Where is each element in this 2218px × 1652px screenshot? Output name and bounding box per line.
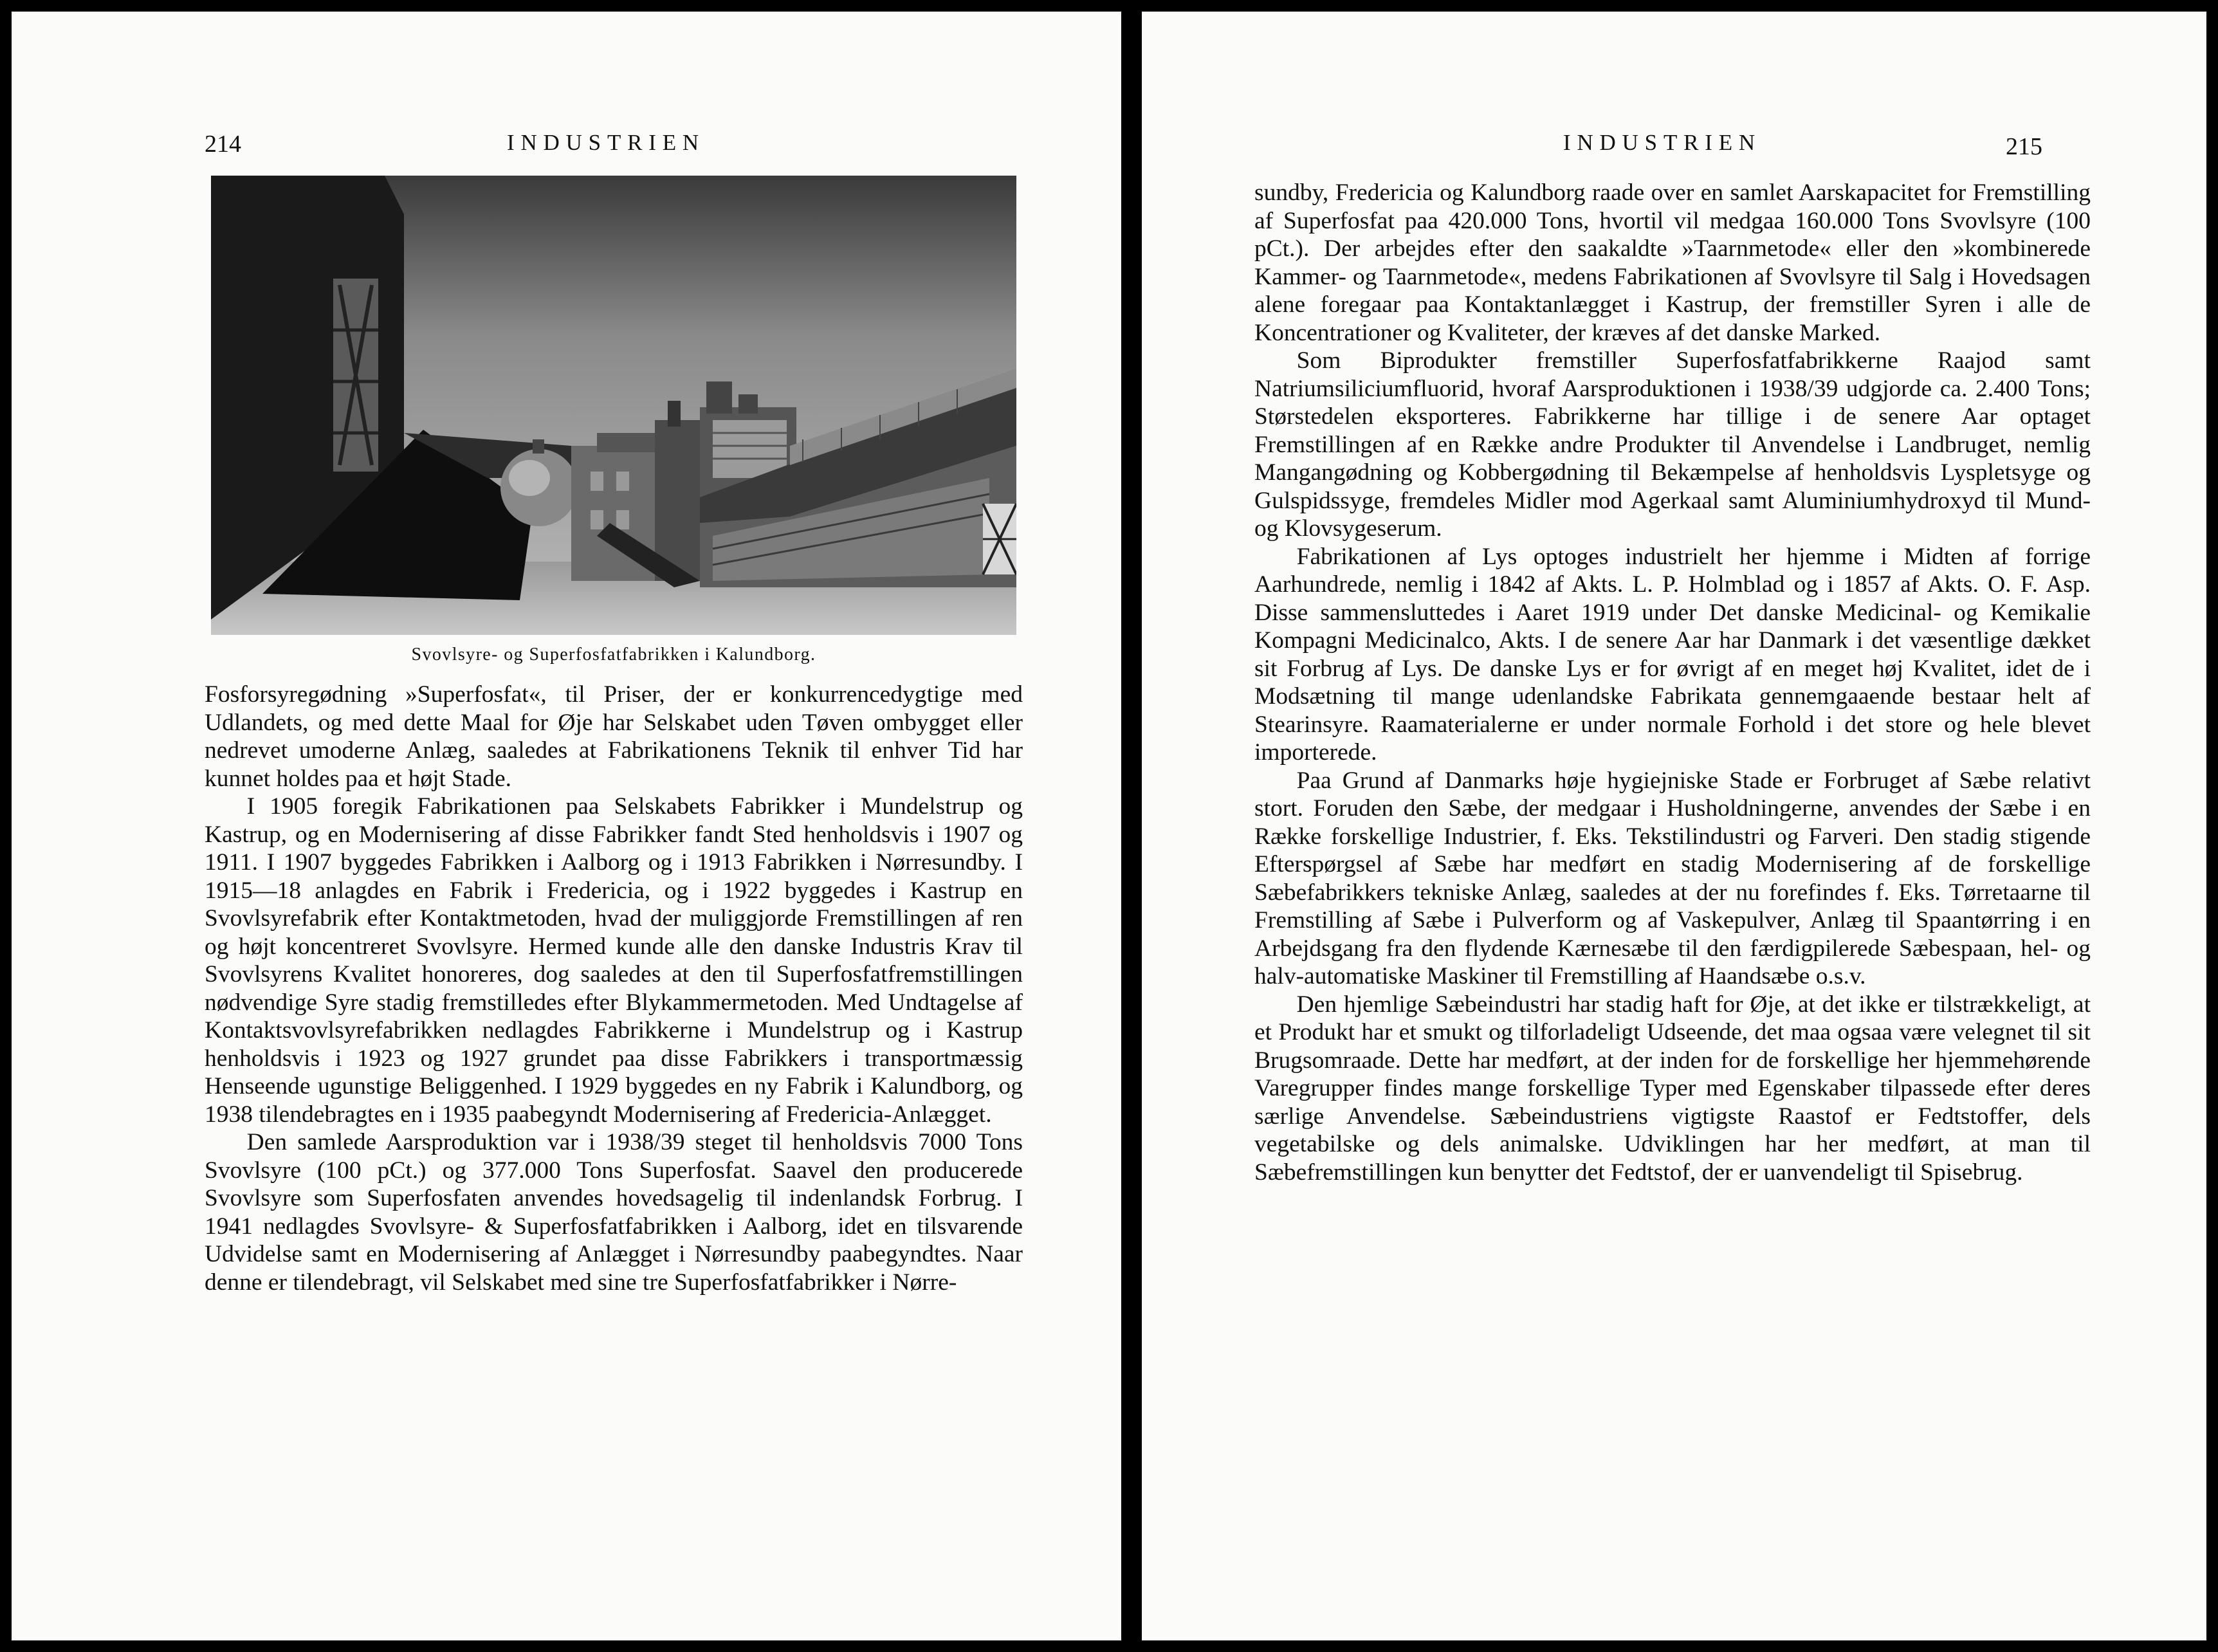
figure-caption: Svovlsyre- og Superfosfatfabrikken i Kalundborg. xyxy=(411,645,816,665)
running-head xyxy=(1142,121,2206,166)
paragraph: Som Biprodukter fremstiller Superfosfatfabrikkerne Raajod samt Natriumsiliciumfluorid, hvoraf Aarsproduktionen i 1938/39 udgjorde ca. 2.400 Tons; Størstedelen eksporteres. Fabrikkerne har tillige i de senere Aar optaget Fremstillingen af en Række andre Produkter til Anvendelse i Landbruget, nemlig Mangangødning og Kobbergødning til Bekæmpelse af henholdsvis Lyspletsyge og Gulspidssyge, fremdeles Midler mod Agerkaal samt Aluminiumhydroxyd til Mund- og Klovsygeserum. xyxy=(1254,347,2091,542)
paragraph: Den samlede Aarsproduktion var i 1938/39 steget til henholdsvis 7000 Tons Svovlsyre (100 pCt.) og 377.000 Tons Superfosfat. Saavel den producerede Svovlsyre som Superfosfaten anvendes hovedsagelig til indenlandsk Forbrug. I 1941 nedlagdes Svovlsyre- & Superfosfatfabrikken i Aalborg, idet en tilsvarende Udvidelse samt en Modernisering af Anlægget i Nørresundby paabegyndtes. Naar denne er tilendebragt, vil Selskabet med sine tre Superfosfatfabrikker i Nørre- xyxy=(205,1129,1023,1296)
paragraph: sundby, Fredericia og Kalundborg raade over en samlet Aarskapacitet for Fremstilling af Superfosfat paa 420.000 Tons, hvortil vil medgaa 160.000 Tons Svovlsyre (100 pCt.). Der arbejdes efter den saakaldte »Taarnmetode« eller den »kombinerede Kammer- og Taarnmetode«, medens Fabrikationen af Svovlsyre til Salg i Hovedsagen alene foregaar paa Kontaktanlægget i Kastrup, der fremstiller Syren i alle de Koncentrationer og Kvaliteter, der kræves af det danske Marked. xyxy=(1254,179,2091,346)
page-number: 215 xyxy=(2006,133,2042,160)
paragraph: Fosforsyregødning »Superfosfat«, til Priser, der er konkurrencedygtige med Udlandets, og med dette Maal for Øje har Selskabet uden Tøven ombygget eller nedrevet umoderne Anlæg, saaledes at Fabrikationens Teknik til enhver Tid har kunnet holdes paa et højt Stade. xyxy=(205,681,1023,792)
paragraph: Den hjemlige Sæbeindustri har stadig haft for Øje, at det ikke er tilstrækkeligt, at et Produkt har et smukt og tilforladeligt Udseende, det maa ogsaa være velegnet til sit Brugsomraade. Dette har medført, at der inden for de forskellige her hjemmehørende Varegrupper findes mange forskellige Typer med Egenskaber tilpassede efter deres særlige Anvendelse. Sæbeindustriens vigtigste Raastof er Fedtstoffer, dels vegetabilske og dels animalske. Udviklingen har her medført, at man til Sæbefremstillingen kun benytter det Fedtstof, der er uanvendeligt til Spisebrug. xyxy=(1254,991,2091,1186)
factory-photograph xyxy=(211,176,1016,635)
running-head xyxy=(12,121,1121,166)
left-page xyxy=(12,12,1121,1640)
page-number: 214 xyxy=(205,131,241,158)
running-head-title: INDUSTRIEN xyxy=(1563,130,1761,155)
paragraph: I 1905 foregik Fabrikationen paa Selskabets Fabrikker i Mundelstrup og Kastrup, og en Modernisering af disse Fabrikker fandt Sted henholdsvis i 1907 og 1911. I 1907 byggedes Fabrikken i Aalborg og i 1913 Fabrikken i Nørresundby. I 1915—18 anlagdes en Fabrik i Fredericia, og i 1922 byggedes i Kastrup en Svovlsyrefabrik efter Kontaktmetoden, hvad der muliggjorde Fremstillingen af ren og højt koncentreret Svovlsyre. Hermed kunde alle den danske Industris Krav til Svovlsyrens Kvalitet honoreres, dog saaledes at den til Superfosfatfremstillingen nødvendige Syre stadig fremstilledes efter Blykammermetoden. Med Undtagelse af Kontaktsvovlsyrefabrikken nedlagdes Fabrikkerne i Mundelstrup og i Kastrup henholdsvis i 1923 og 1927 grundet paa disse Fabrikkers i transportmæssig Henseende ugunstige Beliggenhed. I 1929 byggedes en ny Fabrik i Kalundborg, og 1938 tilendebragtes en i 1935 paabegyndt Modernisering af Fredericia-Anlægget. xyxy=(205,793,1023,1128)
right-page xyxy=(1142,12,2206,1640)
paragraph: Paa Grund af Danmarks høje hygiejniske Stade er Forbruget af Sæbe relativt stort. Foruden den Sæbe, der medgaar i Husholdningerne, anvendes der Sæbe i en Række forskellige Industrier, f. Eks. Tekstilindustri og Farveri. Den stadig stigende Efterspørgsel af Sæbe har medført en stadig Modernisering af de forskellige Sæbefabrikkers tekniske Anlæg, saaledes at der nu forefindes f. Eks. Tørretaarne til Fremstilling af Sæbe i Pulverform og af Vaskepulver, Anlæg til Spaantørring i en Arbejdsgang fra den flydende Kærnesæbe til den færdigpilerede Sæbespaan, hel- og halv-automatiske Maskiner til Fremstilling af Haandsæbe o.s.v. xyxy=(1254,767,2091,989)
running-head-title: INDUSTRIEN xyxy=(507,130,705,155)
body-text xyxy=(1254,179,2091,1186)
paragraph: Fabrikationen af Lys optoges industrielt her hjemme i Midten af forrige Aarhundrede, nemlig i 1842 af Akts. L. P. Holmblad og i 1857 af Akts. O. F. Asp. Disse sammensluttedes i Aaret 1919 under Det danske Medicinal- og Kemikalie Kompagni Medicinalco, Akts. I de senere Aar har Danmark i det væsentlige dækket sit Forbrug af Lys. De danske Lys er for øvrigt af en meget høj Kvalitet, idet de i Modsætning til mange udenlandske Fabrikata gennemgaaende bestaar helt af Stearinsyre. Raamaterialerne er under normale Forhold i det store og hele blevet importerede. xyxy=(1254,543,2091,766)
body-text xyxy=(205,681,1023,1296)
